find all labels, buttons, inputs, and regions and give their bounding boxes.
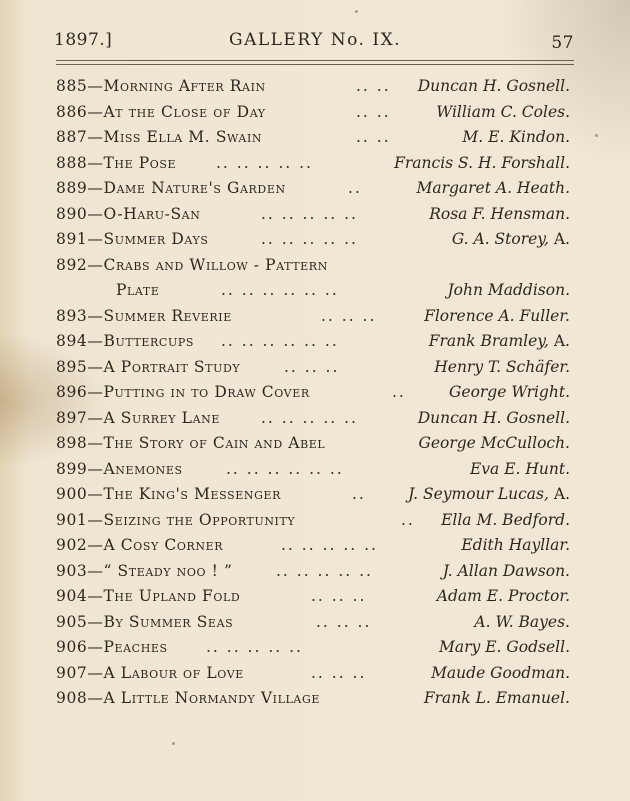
paper-speck bbox=[595, 134, 598, 137]
dot-leader: .. .. bbox=[356, 77, 391, 95]
entry-title: 904—The Upland Fold bbox=[56, 587, 241, 605]
catalogue-entry bbox=[56, 406, 574, 432]
entry-title: 901—Seizing the Opportunity bbox=[56, 510, 296, 529]
entry-artist: Margaret A. Heath. bbox=[416, 179, 570, 197]
catalogue-entry-list bbox=[56, 74, 574, 712]
entry-artist: A. W. Bayes. bbox=[474, 612, 570, 631]
entry-title: 888—The Pose bbox=[56, 153, 177, 172]
dot-leader: .. .. .. bbox=[284, 357, 340, 376]
entry-title: 908—A Little Normandy Village bbox=[56, 689, 320, 707]
entry-title: 894—Buttercups bbox=[56, 332, 194, 350]
dot-leader: .. bbox=[401, 510, 415, 529]
entry-title: 886—At the Close of Day bbox=[56, 102, 266, 121]
entry-title: 885—Morning After Rain bbox=[56, 77, 266, 95]
header-year: 1897.] bbox=[54, 30, 113, 50]
entry-title: 896—Putting in to Draw Cover bbox=[56, 383, 310, 401]
catalogue-entry bbox=[56, 151, 574, 177]
entry-title: 895—A Portrait Study bbox=[56, 357, 241, 376]
entry-title: 891—Summer Days bbox=[56, 230, 209, 248]
catalogue-entry bbox=[56, 482, 574, 508]
catalogue-entry bbox=[56, 380, 574, 406]
entry-title: Plate bbox=[116, 281, 160, 299]
entry-artist: M. E. Kindon. bbox=[462, 128, 570, 146]
artist-suffix: A. bbox=[548, 230, 570, 248]
dot-leader: .. .. .. .. .. bbox=[206, 638, 303, 656]
entry-artist: Duncan H. Gosnell. bbox=[417, 408, 570, 427]
dot-leader: .. .. .. bbox=[311, 587, 367, 605]
catalogue-entry bbox=[56, 559, 574, 585]
entry-title: 897—A Surrey Lane bbox=[56, 408, 220, 427]
header-rule-top bbox=[56, 60, 574, 61]
entry-title: 893—Summer Reverie bbox=[56, 306, 232, 325]
entry-artist: J. Seymour Lucas, A. bbox=[408, 485, 570, 503]
entry-title: 907—A Labour of Love bbox=[56, 663, 244, 682]
paper-speck bbox=[355, 10, 358, 13]
dot-leader: .. bbox=[348, 179, 362, 197]
dot-leader: .. .. .. .. .. .. bbox=[226, 459, 344, 478]
entry-title: 903—“ Steady noo ! ” bbox=[56, 561, 233, 580]
catalogue-entry bbox=[56, 533, 574, 559]
entry-title: 906—Peaches bbox=[56, 638, 168, 656]
header-gallery-title: GALLERY No. IX. bbox=[229, 30, 402, 50]
dot-leader: .. .. bbox=[356, 102, 391, 121]
entry-artist: Rosa F. Hensman. bbox=[429, 204, 570, 223]
artist-suffix: A. bbox=[548, 332, 570, 350]
dot-leader: .. .. .. .. .. .. bbox=[221, 281, 339, 299]
entry-title: 905—By Summer Seas bbox=[56, 612, 234, 631]
catalogue-entry bbox=[56, 253, 574, 279]
entry-title: 889—Dame Nature's Garden bbox=[56, 179, 286, 197]
entry-title: 898—The Story of Cain and Abel bbox=[56, 434, 326, 452]
catalogue-entry bbox=[56, 100, 574, 126]
entry-artist: Edith Hayllar. bbox=[461, 536, 570, 554]
entry-artist: Frank L. Emanuel. bbox=[423, 689, 570, 707]
catalogue-entry bbox=[56, 610, 574, 636]
header-rule-bottom bbox=[56, 64, 574, 65]
dot-leader: .. .. .. .. .. bbox=[216, 153, 313, 172]
entry-artist: George McCulloch. bbox=[418, 434, 570, 452]
entry-title: 890—O-Haru-San bbox=[56, 204, 201, 223]
catalogue-entry bbox=[56, 74, 574, 100]
entry-artist: J. Allan Dawson. bbox=[442, 561, 570, 580]
dot-leader: .. bbox=[352, 485, 366, 503]
dot-leader: .. .. .. bbox=[321, 306, 377, 325]
entry-artist: Frank Bramley, A. bbox=[428, 332, 570, 350]
entry-artist: George Wright. bbox=[449, 383, 570, 401]
entry-artist: John Maddison. bbox=[447, 281, 570, 299]
catalogue-entry bbox=[56, 635, 574, 661]
page-header bbox=[54, 30, 574, 58]
catalogue-entry bbox=[56, 355, 574, 381]
entry-artist: Eva E. Hunt. bbox=[469, 459, 570, 478]
catalogue-entry bbox=[56, 584, 574, 610]
artist-suffix: A. bbox=[548, 485, 570, 503]
dot-leader: .. .. .. .. .. bbox=[281, 536, 378, 554]
dot-leader: .. .. .. .. .. bbox=[261, 408, 358, 427]
dot-leader: .. .. .. bbox=[316, 612, 372, 631]
catalogue-entry bbox=[56, 202, 574, 228]
dot-leader: .. .. .. .. .. .. bbox=[221, 332, 339, 350]
dot-leader: .. .. .. .. .. bbox=[276, 561, 373, 580]
entry-artist: Francis S. H. Forshall. bbox=[394, 153, 570, 172]
dot-leader: .. .. .. .. .. bbox=[261, 230, 358, 248]
catalogue-entry bbox=[56, 125, 574, 151]
entry-artist: Henry T. Schäfer. bbox=[434, 357, 570, 376]
entry-artist: Adam E. Proctor. bbox=[436, 587, 570, 605]
dot-leader: .. .. .. bbox=[311, 663, 367, 682]
catalogue-entry bbox=[56, 508, 574, 534]
dot-leader: .. .. bbox=[356, 128, 391, 146]
entry-title: 899—Anemones bbox=[56, 459, 183, 478]
catalogue-entry bbox=[56, 661, 574, 687]
entry-title: 892—Crabs and Willow - Pattern bbox=[56, 255, 328, 274]
entry-artist: William C. Coles. bbox=[436, 102, 570, 121]
dot-leader: .. .. .. .. .. bbox=[261, 204, 358, 223]
catalogue-entry bbox=[56, 686, 574, 712]
entry-title: 887—Miss Ella M. Swain bbox=[56, 128, 263, 146]
entry-title: 900—The King's Messenger bbox=[56, 485, 281, 503]
dot-leader: .. bbox=[392, 383, 406, 401]
catalogue-entry bbox=[56, 176, 574, 202]
paper-speck bbox=[172, 742, 175, 745]
catalogue-entry bbox=[56, 227, 574, 253]
entry-artist: Florence A. Fuller. bbox=[424, 306, 570, 325]
entry-title: 902—A Cosy Corner bbox=[56, 536, 224, 554]
catalogue-entry bbox=[56, 431, 574, 457]
catalogue-entry bbox=[56, 278, 574, 304]
entry-artist: Ella M. Bedford. bbox=[441, 510, 570, 529]
page-number: 57 bbox=[551, 33, 574, 53]
catalogue-entry bbox=[56, 457, 574, 483]
entry-artist: Mary E. Godsell. bbox=[439, 638, 570, 656]
catalogue-entry bbox=[56, 304, 574, 330]
entry-artist: Maude Goodman. bbox=[431, 663, 570, 682]
catalogue-entry bbox=[56, 329, 574, 355]
entry-artist: Duncan H. Gosnell. bbox=[417, 77, 570, 95]
entry-artist: G. A. Storey, A. bbox=[451, 230, 570, 248]
